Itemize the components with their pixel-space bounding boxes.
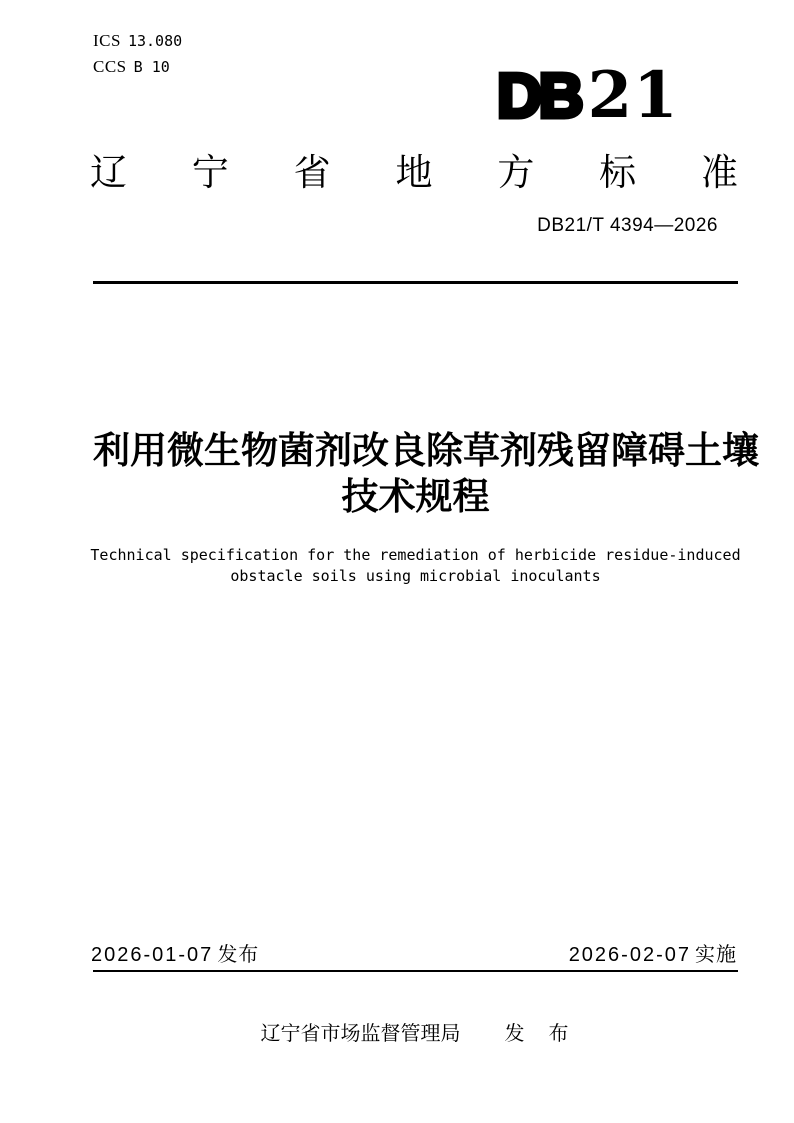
- standard-type-char: 准: [700, 152, 738, 193]
- ics-value: 13.080: [127, 32, 183, 50]
- standard-type-char: 宁: [191, 152, 229, 193]
- issue-label: 发布: [217, 944, 260, 966]
- publish-action: 发 布: [504, 1023, 571, 1045]
- issue-date-line: [91, 942, 259, 968]
- title-line-1: 利用微生物菌剂改良除草剂残留障碍土壤: [93, 430, 759, 471]
- standard-type-char: 标: [599, 152, 637, 193]
- header-rule: [93, 281, 738, 284]
- english-subtitle-line-1: Technical specification for the remediation of herbicide residue-induced: [90, 546, 741, 564]
- standard-type-name: [90, 152, 738, 194]
- ics-code-line: [93, 28, 182, 54]
- ics-label: ICS: [93, 31, 121, 50]
- title-block: [93, 428, 759, 520]
- implementation-label: 实施: [695, 944, 737, 966]
- db-logo-prefix: DB: [497, 62, 581, 131]
- publisher-line: [93, 1021, 738, 1047]
- standard-number: DB21/T 4394—2026: [537, 215, 718, 236]
- standard-type-char: 地: [395, 152, 433, 193]
- standard-type-char: 辽: [90, 152, 127, 193]
- standard-type-char: 方: [497, 152, 535, 193]
- db-logo-region-code: 21: [587, 58, 679, 133]
- english-subtitle: [75, 545, 756, 587]
- standard-type-char: 省: [293, 152, 331, 193]
- implementation-date: 2026-02-07: [568, 944, 691, 966]
- english-subtitle-line-2: obstacle soils using microbial inoculants: [230, 567, 601, 585]
- ccs-label: CCS: [93, 57, 127, 76]
- classification-codes: [93, 28, 182, 80]
- footer-rule: [93, 970, 738, 972]
- issue-date: 2026-01-07: [91, 944, 214, 966]
- ccs-value: B 10: [133, 58, 170, 76]
- ccs-code-line: [93, 54, 182, 80]
- title-line-2: 技术规程: [341, 476, 490, 517]
- publisher-name: 辽宁省市场监督管理局: [260, 1023, 461, 1045]
- implementation-date-line: [569, 942, 737, 968]
- db21-logo: [497, 58, 679, 133]
